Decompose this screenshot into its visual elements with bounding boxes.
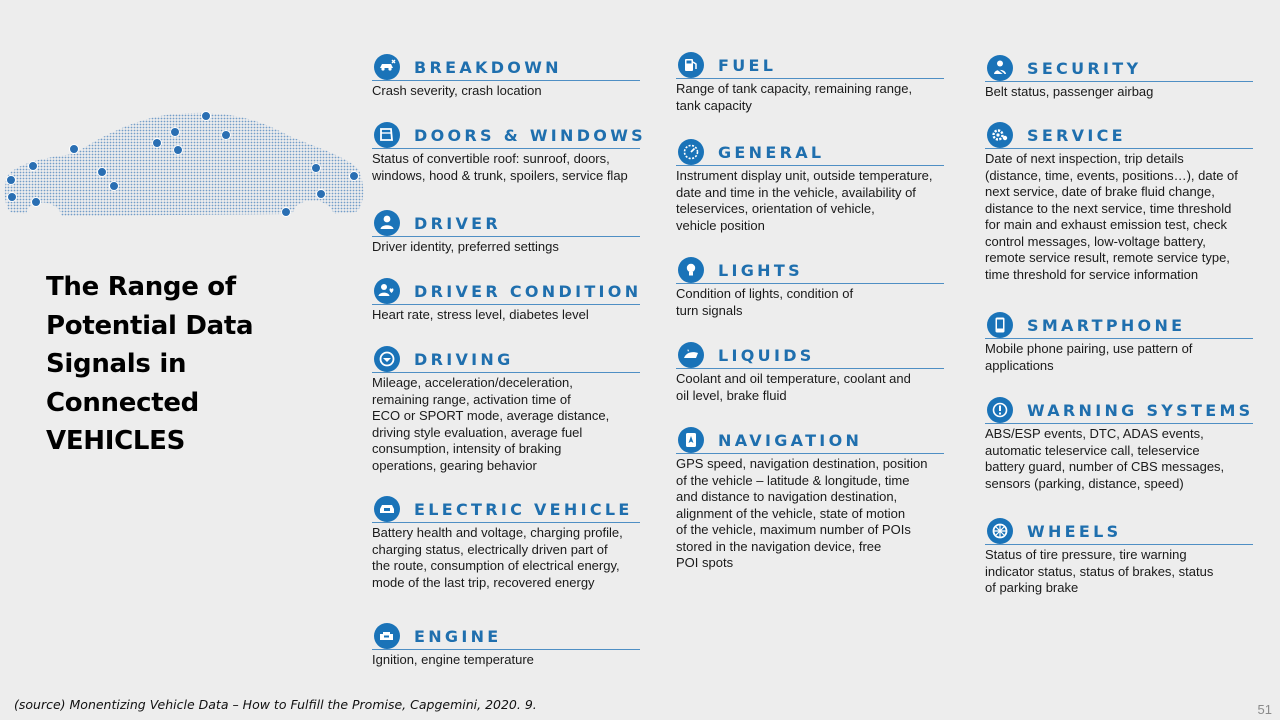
description-line: and distance to navigation destination,: [676, 489, 898, 504]
description-line: Instrument display unit, outside temperature,: [676, 168, 933, 183]
section-general: [676, 143, 944, 234]
section-header: [372, 282, 640, 312]
description-line: Date of next inspection, trip details: [985, 151, 1184, 166]
section-divider: [676, 453, 944, 454]
description-line: operations, gearing behavior: [372, 457, 537, 473]
description-line: applications: [985, 357, 1054, 373]
section-title: DRIVER CONDITION: [414, 282, 642, 301]
description-line: oil level, brake fluid: [676, 387, 787, 403]
section-liquids: [676, 346, 944, 404]
section-title: DRIVER: [414, 214, 501, 233]
section-driving: [372, 350, 640, 474]
description-line: teleservices, orientation of vehicle,: [676, 201, 875, 216]
description-line: automatic teleservice call, teleservice: [985, 442, 1200, 458]
section-header: [676, 143, 944, 173]
description-line: Driver identity, preferred settings: [372, 239, 559, 254]
section-divider: [372, 372, 640, 373]
title-line: Connected: [46, 387, 199, 418]
title-line: Potential Data: [46, 310, 254, 341]
section-title: ELECTRIC VEHICLE: [414, 500, 633, 519]
description-line: windows, hood & trunk, spoilers, service flap: [372, 167, 628, 183]
section-header: [676, 261, 944, 291]
section-header: [372, 58, 640, 88]
description-line: ABS/ESP events, DTC, ADAS events,: [985, 426, 1204, 441]
section-divider: [676, 165, 944, 166]
section-driver: [372, 214, 640, 256]
battery-car-icon: [374, 496, 400, 522]
liquid-drop-icon: [678, 342, 704, 368]
description-line: Condition of lights, condition of: [676, 286, 854, 301]
section-description: [676, 168, 944, 234]
description-line: Belt status, passenger airbag: [985, 84, 1154, 99]
description-line: distance to the next service, time threshold: [985, 200, 1232, 216]
title-line: Signals in: [46, 349, 187, 379]
section-header: [985, 522, 1253, 552]
description-line: remote service result, remote service type,: [985, 250, 1230, 265]
description-line: of parking brake: [985, 580, 1079, 595]
description-line: remaining range, activation time of: [372, 391, 571, 407]
section-title: SERVICE: [1027, 126, 1126, 145]
description-line: the route, consumption of electrical energy,: [372, 558, 620, 573]
description-line: (distance, time, events, positions…), date of: [985, 167, 1238, 183]
seatbelt-icon: [987, 55, 1013, 81]
car-door-icon: [374, 122, 400, 148]
section-divider: [372, 304, 640, 305]
description-line: Battery health and voltage, charging profile,: [372, 525, 623, 540]
section-divider: [676, 78, 944, 79]
section-service: [985, 126, 1253, 283]
light-bulb-icon: [678, 257, 704, 283]
description-line: charging status, electrically driven part of: [372, 541, 608, 557]
section-divider: [372, 236, 640, 237]
section-engine: [372, 627, 640, 669]
section-title: FUEL: [718, 56, 777, 75]
section-header: [372, 214, 640, 244]
description-line: of the vehicle – latitude & longitude, time: [676, 472, 910, 488]
description-line: alignment of the vehicle, state of motion: [676, 505, 906, 521]
description-line: turn signals: [676, 302, 743, 318]
wheel-icon: [987, 518, 1013, 544]
description-line: stored in the navigation device, free: [676, 538, 882, 554]
section-warning-systems: [985, 401, 1253, 492]
section-divider: [676, 368, 944, 369]
section-description: [985, 426, 1253, 492]
section-title: LIGHTS: [718, 261, 803, 280]
section-smartphone: [985, 316, 1253, 374]
description-line: Mileage, acceleration/deceleration,: [372, 375, 573, 390]
section-security: [985, 59, 1253, 101]
description-line: Status of tire pressure, tire warning: [985, 547, 1187, 562]
section-doors-windows: [372, 126, 646, 184]
description-line: control messages, low-voltage battery,: [985, 233, 1206, 249]
section-divider: [372, 80, 640, 81]
section-wheels: [985, 522, 1253, 597]
description-line: GPS speed, navigation destination, position: [676, 456, 928, 471]
page-title: [46, 268, 306, 461]
section-header: [372, 350, 640, 380]
section-divider: [985, 544, 1253, 545]
description-line: Coolant and oil temperature, coolant and: [676, 371, 911, 386]
car-silhouette: [5, 113, 363, 216]
description-line: time threshold for service information: [985, 266, 1199, 282]
description-line: Ignition, engine temperature: [372, 652, 534, 667]
description-line: Heart rate, stress level, diabetes level: [372, 307, 589, 322]
section-header: [372, 500, 640, 530]
description-line: Range of tank capacity, remaining range,: [676, 81, 913, 96]
description-line: indicator status, status of brakes, status: [985, 563, 1214, 579]
description-line: next service, date of brake fluid change,: [985, 184, 1215, 199]
fuel-pump-icon: [678, 52, 704, 78]
description-line: Mobile phone pairing, use pattern of: [985, 341, 1193, 356]
description-line: for main and exhaust emission test, check: [985, 217, 1228, 232]
warning-icon: [987, 397, 1013, 423]
section-header: [676, 346, 944, 376]
description-line: date and time in the vehicle, availability of: [676, 184, 916, 200]
section-title: LIQUIDS: [718, 346, 815, 365]
source-citation: (source) Monentizing Vehicle Data – How to Fulfill the Promise, Capgemini, 2020. 9.: [14, 697, 537, 712]
section-header: [985, 401, 1253, 431]
section-header: [372, 627, 640, 657]
section-title: WHEELS: [1027, 522, 1122, 541]
section-divider: [985, 81, 1253, 82]
description-line: of the vehicle, maximum number of POIs: [676, 522, 911, 537]
section-fuel: [676, 56, 944, 114]
car-crash-icon: [374, 54, 400, 80]
section-title: SECURITY: [1027, 59, 1142, 78]
heart-person-icon: [374, 278, 400, 304]
section-divider: [985, 148, 1253, 149]
section-title: ENGINE: [414, 627, 502, 646]
section-header: [985, 59, 1253, 89]
section-divider: [372, 649, 640, 650]
description-line: sensors (parking, distance, speed): [985, 475, 1184, 491]
section-divider: [985, 338, 1253, 339]
description-line: Status of convertible roof: sunroof, doors,: [372, 151, 610, 166]
description-line: vehicle position: [676, 217, 765, 233]
section-lights: [676, 261, 944, 319]
section-description: [985, 547, 1253, 597]
gears-icon: [987, 122, 1013, 148]
page-number: 51: [1257, 702, 1272, 717]
steering-wheel-icon: [374, 346, 400, 372]
description-line: ECO or SPORT mode, average distance,: [372, 408, 610, 423]
section-title: NAVIGATION: [718, 431, 863, 450]
section-title: BREAKDOWN: [414, 58, 562, 77]
section-divider: [985, 423, 1253, 424]
section-navigation: [676, 431, 944, 572]
description-line: battery guard, number of CBS messages,: [985, 459, 1225, 474]
section-header: [985, 316, 1253, 346]
section-title: WARNING SYSTEMS: [1027, 401, 1254, 420]
section-title: SMARTPHONE: [1027, 316, 1186, 335]
section-description: [372, 375, 640, 474]
section-title: DOORS & WINDOWS: [414, 126, 646, 145]
description-line: Crash severity, crash location: [372, 83, 542, 98]
section-header: [985, 126, 1253, 156]
person-icon: [374, 210, 400, 236]
section-header: [372, 126, 646, 156]
section-breakdown: [372, 58, 640, 100]
title-line: VEHICLES: [46, 426, 186, 456]
description-line: tank capacity: [676, 97, 752, 113]
section-electric-vehicle: [372, 500, 640, 591]
navigation-device-icon: [678, 427, 704, 453]
title-line: The Range of: [46, 272, 236, 302]
section-driver-condition: [372, 282, 640, 324]
section-divider: [372, 148, 640, 149]
description-line: consumption, intensity of braking: [372, 441, 562, 456]
section-description: [372, 525, 640, 591]
engine-icon: [374, 623, 400, 649]
gauge-icon: [678, 139, 704, 165]
section-divider: [372, 522, 640, 523]
description-line: POI spots: [676, 555, 734, 570]
description-line: mode of the last trip, recovered energy: [372, 574, 595, 590]
section-description: [985, 151, 1253, 283]
section-header: [676, 56, 944, 86]
connected-car-illustration: [4, 108, 366, 228]
section-divider: [676, 283, 944, 284]
section-title: DRIVING: [414, 350, 514, 369]
section-header: [676, 431, 944, 461]
section-description: [676, 456, 944, 572]
description-line: driving style evaluation, average fuel: [372, 424, 583, 440]
smartphone-icon: [987, 312, 1013, 338]
section-title: GENERAL: [718, 143, 825, 162]
